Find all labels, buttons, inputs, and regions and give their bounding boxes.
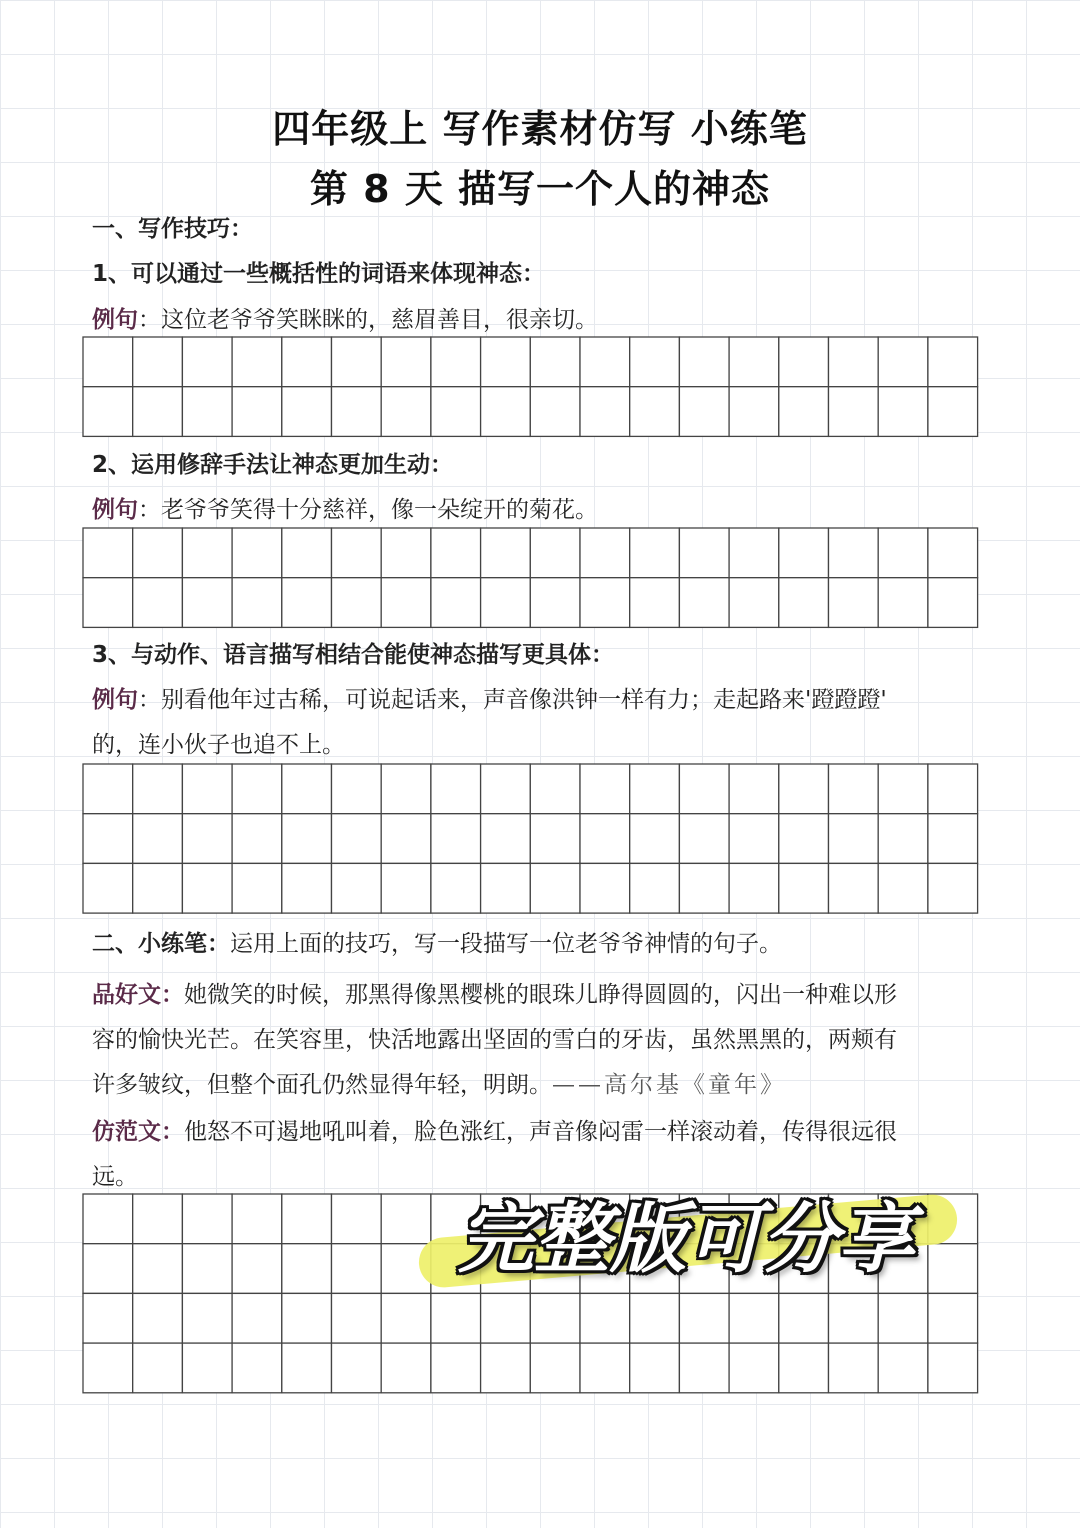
grid-cell[interactable] [182,1293,232,1343]
grid-cell[interactable] [878,387,928,437]
grid-cell[interactable] [282,1194,332,1244]
tip2-example-text: ：老爷爷笑得十分慈祥，像一朵绽开的菊花。 [138,497,598,523]
grid-cell[interactable] [679,863,729,913]
grid-cell[interactable] [729,1343,779,1393]
grid-cell[interactable] [829,1343,879,1393]
section2-heading: 二、小练笔： [92,931,230,957]
grid-cell[interactable] [530,578,580,628]
grid-cell[interactable] [381,863,431,913]
grid-cell[interactable] [878,578,928,628]
grid-cell[interactable] [580,528,630,578]
grid-cell[interactable] [630,1343,680,1393]
grid-cell[interactable] [381,1293,431,1343]
good-text-line-2: 容的愉快光芒。在笑容里，快活地露出坚固的雪白的牙齿，虽然黑黑的，两颊有 [92,1027,897,1053]
grid-cell[interactable] [431,764,481,814]
grid-cell[interactable] [481,863,531,913]
grid-cell[interactable] [182,1194,232,1244]
section1-heading: 一、写作技巧： [92,216,253,242]
title-line-1: 四年级上 写作素材仿写 小练笔 [272,107,808,151]
grid-cell[interactable] [679,814,729,864]
good-text-1: 她微笑的时候，那黑得像黑樱桃的眼珠儿睁得圆圆的，闪出一种难以形 [184,982,897,1008]
grid-cell[interactable] [83,863,133,913]
grid-cell[interactable] [829,387,879,437]
grid-cell[interactable] [182,1343,232,1393]
grid-cell[interactable] [481,814,531,864]
grid-cell[interactable] [133,1293,183,1343]
grid-cell[interactable] [282,337,332,387]
grid-cell[interactable] [878,528,928,578]
grid-cell[interactable] [580,764,630,814]
grid-cell[interactable] [729,863,779,913]
grid-cell[interactable] [133,387,183,437]
grid-cell[interactable] [779,387,829,437]
tip1-example-label: 例句 [92,307,138,333]
tip1-heading: 1、可以通过一些概括性的词语来体现神态： [92,261,546,287]
grid-cell[interactable] [630,1293,680,1343]
grid-cell[interactable] [431,528,481,578]
grid-cell[interactable] [729,1293,779,1343]
grid-cell[interactable] [878,337,928,387]
grid-cell[interactable] [630,863,680,913]
grid-cell[interactable] [232,1343,282,1393]
grid-cell[interactable] [878,764,928,814]
grid-cell[interactable] [232,814,282,864]
grid-cell[interactable] [83,387,133,437]
tip3-example-line-1 [92,678,1012,723]
grid-cell[interactable] [182,1244,232,1294]
grid-cell[interactable] [182,337,232,387]
grid-cell[interactable] [282,528,332,578]
grid-cell[interactable] [829,528,879,578]
grid-cell[interactable] [232,764,282,814]
grid-cell[interactable] [133,764,183,814]
grid-cell[interactable] [83,528,133,578]
good-text-3: 许多皱纹，但整个面孔仍然显得年轻，明朗。 [92,1072,552,1098]
grid-cell[interactable] [630,578,680,628]
good-text-author: ——高尔基《童年》 [552,1072,786,1098]
grid-cell[interactable] [133,814,183,864]
grid-cell[interactable] [83,764,133,814]
grid-cell[interactable] [133,1194,183,1244]
grid-cell[interactable] [232,1293,282,1343]
grid-cell[interactable] [779,863,829,913]
grid-cell[interactable] [133,528,183,578]
grid-cell[interactable] [729,764,779,814]
grid-cell[interactable] [381,337,431,387]
grid-cell[interactable] [679,337,729,387]
grid-cell[interactable] [779,528,829,578]
grid-cell[interactable] [829,337,879,387]
grid-cell[interactable] [182,387,232,437]
grid-cell[interactable] [182,863,232,913]
grid-cell[interactable] [580,863,630,913]
grid-cell[interactable] [729,337,779,387]
grid-cell[interactable] [282,578,332,628]
grid-cell[interactable] [580,814,630,864]
grid-cell[interactable] [232,528,282,578]
grid-cell[interactable] [83,1194,133,1244]
model-text-label: 仿范文： [92,1119,184,1145]
grid-cell[interactable] [779,578,829,628]
grid-cell[interactable] [83,1244,133,1294]
grid-cell[interactable] [182,814,232,864]
section2-heading-line [92,922,1012,967]
grid-cell[interactable] [381,764,431,814]
grid-cell[interactable] [381,528,431,578]
grid-cell[interactable] [779,337,829,387]
grid-cell[interactable] [232,1194,282,1244]
grid-cell[interactable] [679,1293,729,1343]
grid-cell[interactable] [431,387,481,437]
grid-cell[interactable] [481,1293,531,1343]
tip3-example-text-1: ：别看他年过古稀，可说起话来，声音像洪钟一样有力；走起路来'蹬蹬蹬' [138,687,887,713]
grid-cell[interactable] [928,1343,978,1393]
grid-cell[interactable] [381,578,431,628]
grid-cell[interactable] [332,387,382,437]
grid-cell[interactable] [481,337,531,387]
grid-cell[interactable] [878,1343,928,1393]
grid-cell[interactable] [431,814,481,864]
grid-cell[interactable] [232,337,282,387]
grid-cell[interactable] [630,528,680,578]
grid-cell[interactable] [83,578,133,628]
grid-cell[interactable] [779,814,829,864]
grid-cell[interactable] [829,814,879,864]
grid-cell[interactable] [332,337,382,387]
grid-cell[interactable] [481,387,531,437]
grid-cell[interactable] [481,1343,531,1393]
grid-cell[interactable] [679,387,729,437]
grid-cell[interactable] [481,578,531,628]
section2-instruction: 运用上面的技巧，写一段描写一位老爷爷神情的句子。 [230,931,782,957]
grid-cell[interactable] [878,814,928,864]
grid-cell[interactable] [481,528,531,578]
grid-cell[interactable] [282,1293,332,1343]
grid-cell[interactable] [878,863,928,913]
grid-cell[interactable] [829,1293,879,1343]
grid-cell[interactable] [928,337,978,387]
grid-cell[interactable] [83,814,133,864]
good-text-line-3 [92,1063,1012,1108]
grid-cell[interactable] [332,1194,382,1244]
grid-cell[interactable] [182,528,232,578]
grid-cell[interactable] [630,337,680,387]
grid-cell[interactable] [332,814,382,864]
grid-cell[interactable] [83,1293,133,1343]
tip3-heading: 3、与动作、语言描写相结合能使神态描写更具体： [92,642,615,668]
grid-cell[interactable] [431,337,481,387]
tip2-heading: 2、运用修辞手法让神态更加生动： [92,452,454,478]
grid-cell[interactable] [928,387,978,437]
grid-cell[interactable] [332,578,382,628]
grid-cell[interactable] [332,1293,382,1343]
grid-cell[interactable] [332,863,382,913]
grid-cell[interactable] [332,528,382,578]
grid-cell[interactable] [381,1343,431,1393]
grid-cell[interactable] [779,1293,829,1343]
writing-grid-3[interactable] [82,763,979,915]
grid-cell[interactable] [530,814,580,864]
grid-cell[interactable] [332,1244,382,1294]
stamp-text: 完整版可分享 [458,1194,914,1283]
grid-cell[interactable] [133,1343,183,1393]
grid-cell[interactable] [530,1293,580,1343]
grid-cell[interactable] [431,1293,481,1343]
tip1-example-text: ：这位老爷爷笑眯眯的，慈眉善目，很亲切。 [138,307,598,333]
tip3-example-label: 例句 [92,687,138,713]
grid-cell[interactable] [779,1343,829,1393]
grid-cell[interactable] [679,578,729,628]
grid-cell[interactable] [282,814,332,864]
grid-cell[interactable] [182,578,232,628]
grid-cell[interactable] [829,863,879,913]
good-text-label: 品好文： [92,982,184,1008]
grid-cell[interactable] [630,814,680,864]
grid-cell[interactable] [829,578,879,628]
grid-cell[interactable] [282,863,332,913]
grid-cell[interactable] [530,387,580,437]
grid-cell[interactable] [232,1244,282,1294]
grid-cell[interactable] [232,863,282,913]
model-text-1: 他怒不可遏地吼叫着，脸色涨红，声音像闷雷一样滚动着，传得很远很 [184,1119,897,1145]
grid-cell[interactable] [530,1343,580,1393]
tip3-example-line-2: 的，连小伙子也追不上。 [92,732,345,758]
grid-cell[interactable] [928,863,978,913]
grid-cell[interactable] [679,1343,729,1393]
grid-cell[interactable] [679,764,729,814]
grid-cell[interactable] [928,814,978,864]
grid-cell[interactable] [530,337,580,387]
grid-cell[interactable] [481,764,531,814]
grid-cell[interactable] [431,863,481,913]
grid-cell[interactable] [232,578,282,628]
grid-cell[interactable] [530,528,580,578]
grid-cell[interactable] [580,1293,630,1343]
grid-cell[interactable] [630,764,680,814]
grid-cell[interactable] [282,1244,332,1294]
grid-cell[interactable] [133,1244,183,1294]
grid-cell[interactable] [332,1343,382,1393]
grid-cell[interactable] [729,528,779,578]
grid-cell[interactable] [580,387,630,437]
grid-cell[interactable] [630,387,680,437]
grid-cell[interactable] [282,387,332,437]
grid-cell[interactable] [928,764,978,814]
grid-cell[interactable] [878,1293,928,1343]
grid-cell[interactable] [332,764,382,814]
grid-cell[interactable] [928,1293,978,1343]
grid-cell[interactable] [580,1343,630,1393]
good-text-line-1 [92,973,1012,1018]
grid-cell[interactable] [182,764,232,814]
grid-cell[interactable] [431,1343,481,1393]
grid-cell[interactable] [729,814,779,864]
grid-cell[interactable] [928,578,978,628]
grid-cell[interactable] [580,337,630,387]
grid-cell[interactable] [133,578,183,628]
grid-cell[interactable] [431,578,481,628]
writing-grid-1[interactable] [82,336,979,438]
grid-cell[interactable] [729,578,779,628]
grid-cell[interactable] [83,1343,133,1393]
grid-cell[interactable] [381,387,431,437]
grid-cell[interactable] [133,337,183,387]
grid-cell[interactable] [679,528,729,578]
grid-cell[interactable] [83,337,133,387]
grid-cell[interactable] [381,814,431,864]
writing-grid-2[interactable] [82,527,979,629]
model-text-line-2: 远。 [92,1164,138,1190]
grid-cell[interactable] [133,863,183,913]
grid-cell[interactable] [232,387,282,437]
grid-cell[interactable] [530,764,580,814]
grid-cell[interactable] [282,1343,332,1393]
grid-cell[interactable] [729,387,779,437]
grid-cell[interactable] [829,764,879,814]
tip2-example-label: 例句 [92,497,138,523]
title-line-2: 第 8 天 描写一个人的神态 [309,167,771,211]
grid-cell[interactable] [530,863,580,913]
grid-cell[interactable] [928,528,978,578]
grid-cell[interactable] [282,764,332,814]
share-stamp [410,1168,970,1298]
model-text-line-1 [92,1110,1012,1155]
grid-cell[interactable] [580,578,630,628]
grid-cell[interactable] [779,764,829,814]
